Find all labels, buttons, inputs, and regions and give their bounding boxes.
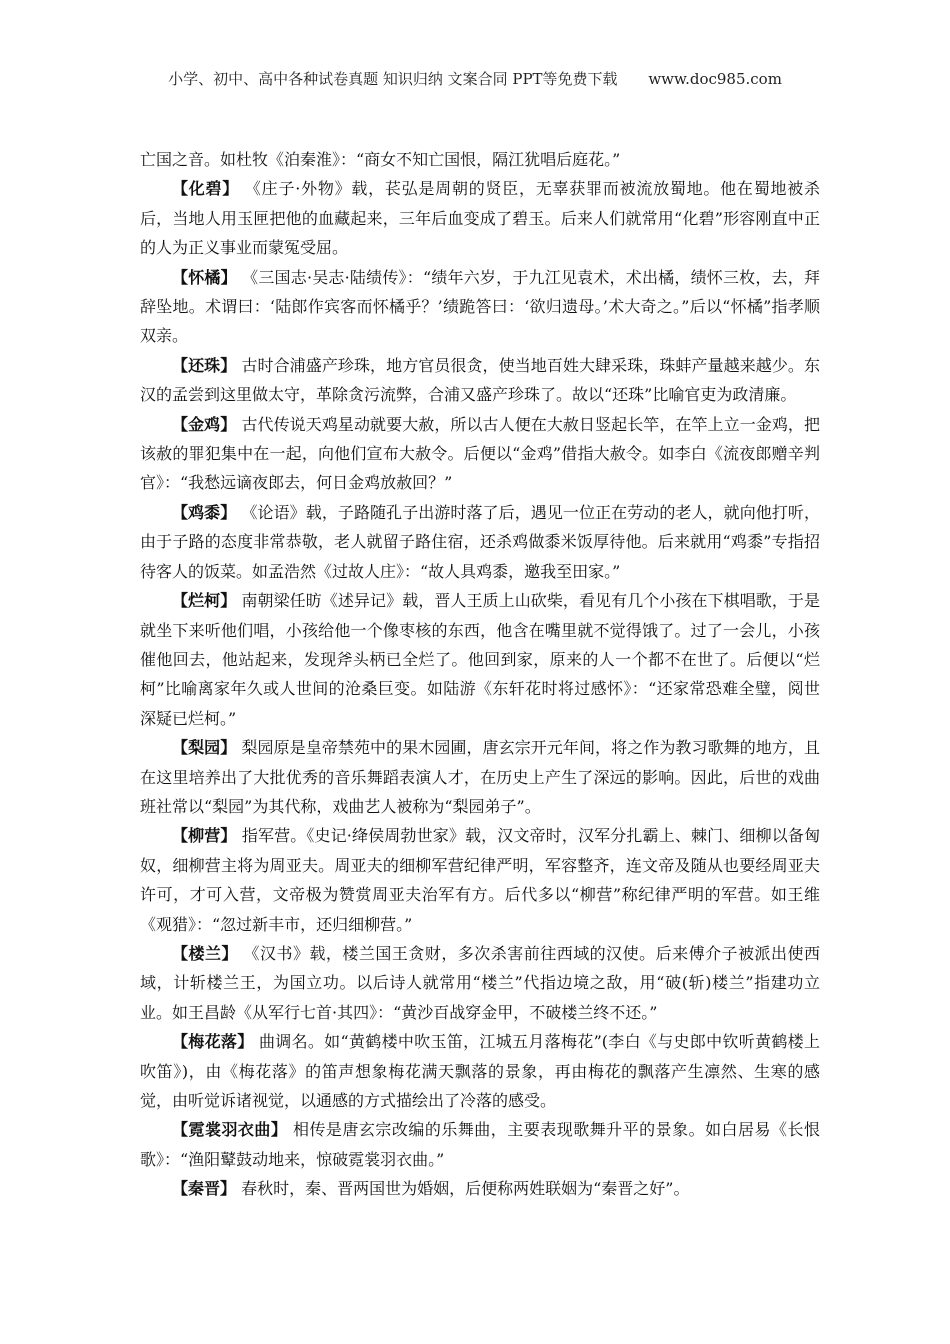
document-body <box>140 145 820 1204</box>
entry-term: 【柳营】 <box>172 826 237 846</box>
entry-text: 古代传说天鸡星动就要大赦，所以古人便在大赦日竖起长竿，在竿上立一金鸡，把该赦的罪犯集中在一起，向他们宣布大赦令。后便以“金鸡”借指大赦令。如李白《流夜郎赠辛判官》：“我愁远谪夜郎去，何日金鸡放赦回？” <box>140 414 820 493</box>
entry-lanke <box>140 586 820 733</box>
entry-term: 【化碧】 <box>172 179 240 199</box>
entry-jishu <box>140 498 820 586</box>
entry-term: 【梨园】 <box>172 738 237 758</box>
entry-text: 相传是唐玄宗改编的乐舞曲，主要表现歌舞升平的景象。如白居易《长恨歌》：“渔阳鼙鼓动地来，惊破霓裳羽衣曲。” <box>140 1120 820 1169</box>
entry-term: 【烂柯】 <box>172 591 237 611</box>
entry-term: 【金鸡】 <box>172 414 237 434</box>
entry-term: 【还珠】 <box>172 355 237 375</box>
entry-jinji <box>140 410 820 498</box>
entry-term: 【鸡黍】 <box>172 502 237 522</box>
entry-huaiju <box>140 263 820 351</box>
header-text: 小学、初中、高中各种试卷真题 知识归纳 文案合同 PPT等免费下载 <box>168 70 618 88</box>
entry-huabi <box>140 174 820 262</box>
header-site-link[interactable]: www.doc985.com <box>648 70 782 88</box>
entry-liyuan <box>140 733 820 821</box>
entry-text: 古时合浦盛产珍珠，地方官员很贪，使当地百姓大肆采珠，珠蚌产量越来越少。东汉的孟尝到这里做太守，革除贪污流弊，合浦又盛产珍珠了。故以“还珠”比喻官吏为政清廉。 <box>140 355 820 405</box>
page-header <box>0 68 950 89</box>
entry-huanzhu <box>140 351 820 410</box>
entry-text: 指军营。《史记·绛侯周勃世家》载，汉文帝时，汉军分扎霸上、棘门、细柳以备匈奴，细柳营主将为周亚夫。周亚夫的细柳军营纪律严明，军容整齐，连文帝及随从也要经周亚夫许可，才可入营，文帝极为赞赏周亚夫治军有方。后代多以“柳营”称纪律严明的军营。如王维《观猎》：“忽过新丰市，还归细柳营。” <box>140 826 820 934</box>
entry-text: 南朝梁任昉《述异记》载，晋人王质上山砍柴，看见有几个小孩在下棋唱歌，于是就坐下来听他们唱，小孩给他一个像枣核的东西，他含在嘴里就不觉得饿了。过了一会儿，小孩催他回去，他站起来，发现斧头柄已全烂了。他回到家，原来的人一个都不在世了。后便以“烂柯”比喻离家年久或人世间的沧桑巨变。如陆游《东轩花时将过感怀》：“还家常恐难全璧，阅世深疑已烂柯。” <box>140 591 820 728</box>
entry-text: 《庄子·外物》载，苌弘是周朝的贤臣，无辜获罪而被流放蜀地。他在蜀地被杀后，当地人用玉匣把他的血藏起来，三年后血变成了碧玉。后来人们就常用“化碧”形容刚直中正的人为正义事业而蒙冤受屈。 <box>140 179 820 258</box>
entry-text: 《汉书》载，楼兰国王贪财，多次杀害前往西域的汉使。后来傅介子被派出使西域，计斩楼兰王，为国立功。以后诗人就常用“楼兰”代指边境之敌，用“破(斩)楼兰”指建功立业。如王昌龄《从军行七首·其四》：“黄沙百战穿金甲，不破楼兰终不还。” <box>140 943 820 1022</box>
intro-paragraph: 亡国之音。如杜牧《泊秦淮》：“商女不知亡国恨，隔江犹唱后庭花。” <box>140 150 621 169</box>
entry-meihualuo <box>140 1027 820 1115</box>
entry-qinjin <box>140 1174 820 1203</box>
entry-loulan <box>140 939 820 1027</box>
entry-term: 【梅花落】 <box>172 1032 254 1052</box>
entry-text: 梨园原是皇帝禁苑中的果木园圃，唐玄宗开元年间，将之作为教习歌舞的地方，且在这里培养出了大批优秀的音乐舞蹈表演人才，在历史上产生了深远的影响。因此，后世的戏曲班社常以“梨园”为其代称，戏曲艺人被称为“梨园弟子”。 <box>140 738 820 816</box>
entry-term: 【怀橘】 <box>172 267 237 287</box>
entry-text: 曲调名。如“黄鹤楼中吹玉笛，江城五月落梅花”(李白《与史郎中钦听黄鹤楼上吹笛》)，由《梅花落》的笛声想象梅花满天飘落的景象，再由梅花的飘落产生凛然、生寒的感觉，由听觉诉诸视觉，以通感的方式描绘出了冷落的感受。 <box>140 1032 820 1110</box>
entry-term: 【霓裳羽衣曲】 <box>172 1120 288 1140</box>
entry-text: 《论语》载，子路随孔子出游时落了后，遇见一位正在劳动的老人，就向他打听，由于子路的态度非常恭敬，老人就留子路住宿，还杀鸡做黍米饭厚待他。后来就用“鸡黍”专指招待客人的饭菜。如孟浩然《过故人庄》：“故人具鸡黍，邀我至田家。” <box>140 502 820 581</box>
entry-nichang <box>140 1115 820 1174</box>
entry-term: 【楼兰】 <box>172 943 238 963</box>
entry-text: 《三国志·吴志·陆绩传》：“绩年六岁，于九江见袁术，术出橘，绩怀三枚，去，拜辞坠地。术谓曰：‘陆郎作宾客而怀橘乎？’绩跪答曰：‘欲归遗母。’术大奇之。”后以“怀橘”指孝顺双亲。 <box>140 267 820 346</box>
entry-text: 春秋时，秦、晋两国世为婚姻，后便称两姓联姻为“秦晋之好”。 <box>241 1179 690 1199</box>
entry-term: 【秦晋】 <box>172 1179 237 1199</box>
entry-liuying <box>140 821 820 939</box>
